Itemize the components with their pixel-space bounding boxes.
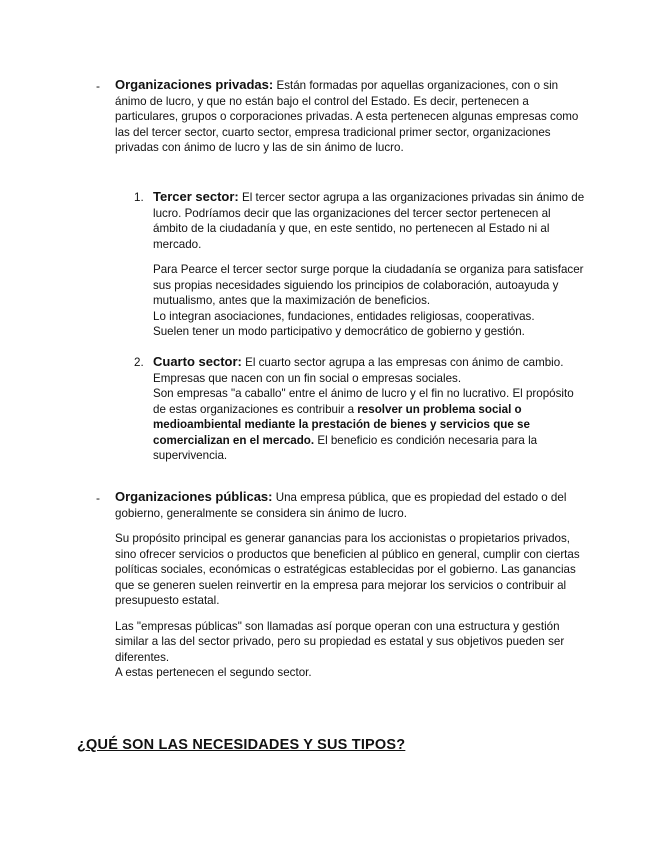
text-privadas: Están formadas por aquellas organizaciones, con o sin ánimo de lucro, y que no están bajo el control del Estado. Es decir, pertenecen a particulares, grupos o corporaciones privadas. A esta pertenecen algunas empresas como las del tercer sector, cuarto sector, empresa tradicional primer sector, organizaciones privadas con ánimo de lucro y las de sin ánimo de lucro. xyxy=(115,79,579,154)
list-dash-publicas: - xyxy=(96,491,100,505)
cuarto-sector-item xyxy=(153,354,585,464)
publicas-para2: Su propósito principal es generar ganancias para los accionistas o propietarios privados, sino ofrecer servicios o productos que beneficien al público en general, cumplir con ciertas políticas sociales, económicas o estratégicas establecidas por el gobierno. Las ganancias que se generen suelen reinvertir en la empresa para mejorar los servicios o contribuir al presupuesto estatal. xyxy=(115,532,580,607)
term-publicas: Organizaciones públicas: xyxy=(115,489,273,504)
tercer-para2-line2: Lo integran asociaciones, fundaciones, entidades religiosas, cooperativas. xyxy=(153,309,535,323)
tercer-para2-line1: Para Pearce el tercer sector surge porque la ciudadanía se organiza para satisfacer sus propias necesidades siguiendo los principios de colaboración, autoayuda y mutualismo, antes que la maximización de beneficios. xyxy=(153,263,584,307)
text-cuarto-line2c: El beneficio es condición necesaria para la supervivencia. xyxy=(153,433,538,462)
tercer-sector-item xyxy=(153,189,585,340)
term-tercer: Tercer sector: xyxy=(153,189,239,204)
text-cuarto-line2a: Son empresas "a caballo" entre el ánimo de lucro y el fin no lucrativo. El propósito de estas organizaciones es contribuir a xyxy=(153,387,574,416)
term-privadas: Organizaciones privadas: xyxy=(115,77,274,92)
organizaciones-publicas-item xyxy=(115,489,585,681)
text-publicas: Una empresa pública, que es propiedad del estado o del gobierno, generalmente se considera sin ánimo de lucro. xyxy=(115,491,567,520)
section-heading: ¿QUÉ SON LAS NECESIDADES Y SUS TIPOS? xyxy=(77,737,406,753)
term-cuarto: Cuarto sector: xyxy=(153,354,242,369)
publicas-para3 xyxy=(115,619,585,681)
publicas-para3-line2: A estas pertenecen el segundo sector. xyxy=(115,666,312,679)
organizaciones-privadas-item xyxy=(115,77,585,156)
tercer-para2-line3: Suelen tener un modo participativo y democrático de gobierno y gestión. xyxy=(153,325,525,338)
publicas-para3-line1: Las "empresas públicas" son llamadas así porque operan con una estructura y gestión similar a las del sector privado, pero su propiedad es estatal y sus objetivos pueden ser diferentes. xyxy=(115,619,565,664)
tercer-para2 xyxy=(153,262,585,340)
list-dash-privadas: - xyxy=(96,79,100,93)
list-number-tercer: 1. xyxy=(134,191,144,204)
text-cuarto-line1: El cuarto sector agrupa a las empresas con ánimo de cambio. Empresas que nacen con un fin social o empresas sociales. xyxy=(153,356,564,385)
text-cuarto-bold: resolver un problema social o medioambiental mediante la prestación de bienes y servicios que se comercializan en el mercado. xyxy=(153,402,530,447)
text-tercer: El tercer sector agrupa a las organizaciones privadas sin ánimo de lucro. Podríamos decir que las organizaciones del tercer sector pertenecen al ámbito de la ciudadanía y que, en este sentido, no pertenecen al Estado ni al mercado. xyxy=(153,191,585,251)
list-number-cuarto: 2. xyxy=(134,356,144,369)
